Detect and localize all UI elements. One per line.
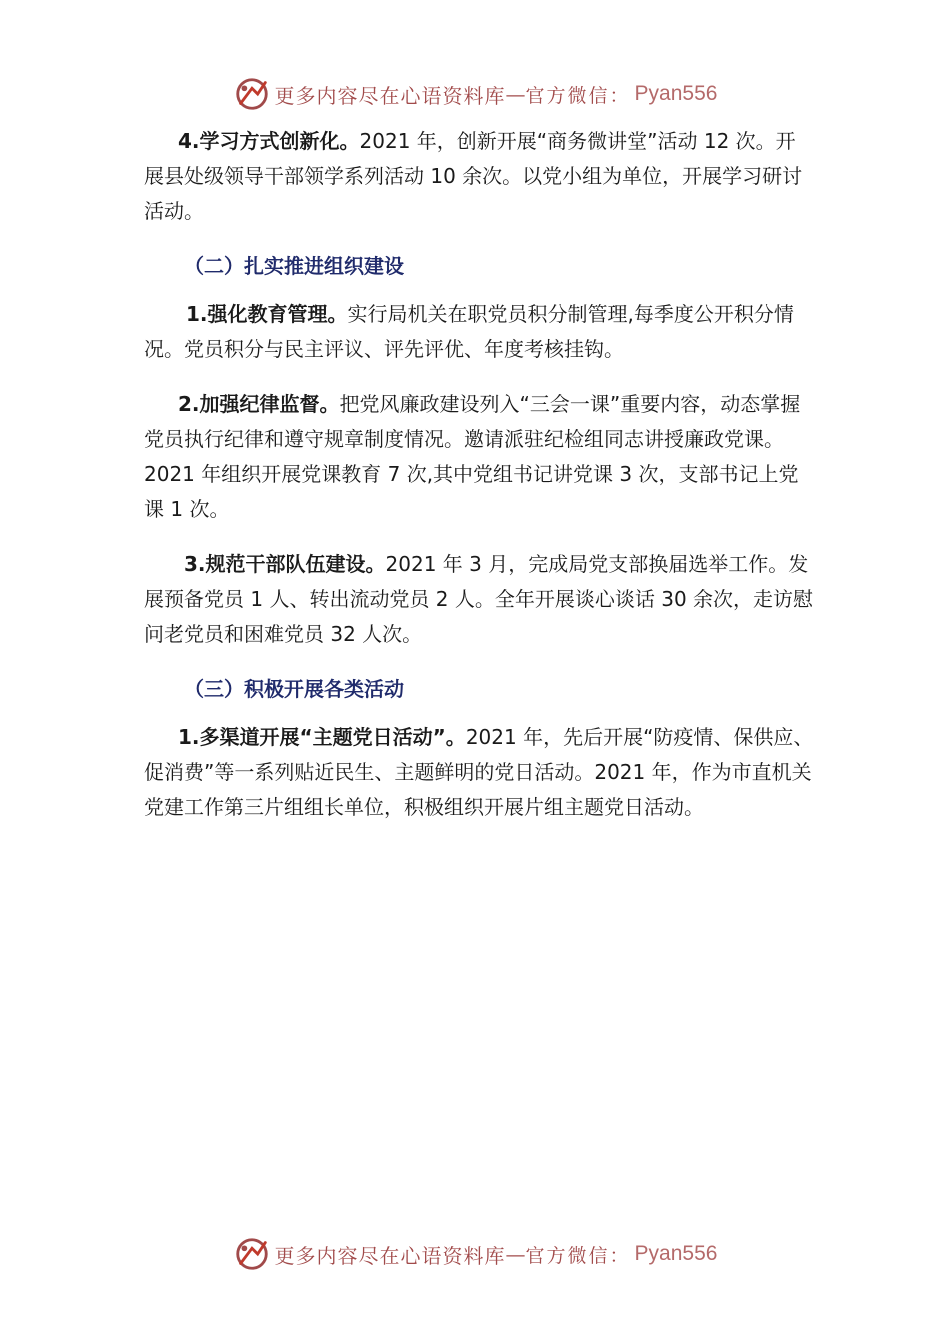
paragraph-team-building	[144, 547, 814, 652]
logo-icon	[233, 75, 271, 113]
banner-wechat-id: Pyan556	[634, 82, 718, 105]
paragraph-theme-day	[144, 720, 814, 825]
paragraph-lead: 4.学习方式创新化。	[178, 129, 360, 153]
paragraph-body: 实行局机关在职党员积分制管理,每季度公开积分情况。党员积分与民主评议、评先评优、年度考核挂钩。	[144, 302, 794, 361]
banner-wechat-id: Pyan556	[634, 1242, 718, 1265]
banner-separator: —	[505, 82, 526, 106]
paragraph-body: 2021 年，先后开展“防疫情、保供应、促消费”等一系列贴近民生、主题鲜明的党日活动。2021 年，作为市直机关党建工作第三片组组长单位，积极组织开展片组主题党日活动。	[144, 725, 814, 819]
paragraph-body: 把党风廉政建设列入“三会一课”重要内容，动态掌握党员执行纪律和遵守规章制度情况。邀请派驻纪检组同志讲授廉政党课。2021 年组织开展党课教育 7 次,其中党组书记讲党课 3 次，支部书记上党课 1 次。	[144, 392, 801, 521]
logo-icon	[233, 1235, 271, 1273]
banner-wechat-label: 官方微信：	[525, 84, 631, 107]
banner-text: 更多内容尽在心语资料库	[274, 83, 506, 108]
banner-wechat-label: 官方微信：	[525, 1244, 631, 1267]
banner-text: 更多内容尽在心语资料库	[274, 1243, 506, 1268]
paragraph-lead: 2.加强纪律监督。	[178, 392, 340, 416]
document-body	[144, 124, 814, 845]
paragraph-body: 2021 年 3 月，完成局党支部换届选举工作。发展预备党员 1 人、转出流动党员 2 人。全年开展谈心谈话 30 余次，走访慰问老党员和困难党员 32 人次。	[144, 552, 814, 646]
section-heading-organization: （二）扎实推进组织建设	[184, 254, 404, 278]
paragraph-study-innovation	[144, 124, 814, 229]
paragraph-education-management	[144, 297, 814, 367]
header-banner	[0, 72, 950, 116]
section-heading-activities: （三）积极开展各类活动	[184, 677, 404, 701]
banner-separator: —	[505, 1242, 526, 1266]
paragraph-body: 2021 年，创新开展“商务微讲堂”活动 12 次。开展县处级领导干部领学系列活动 10 余次。以党小组为单位，开展学习研讨活动。	[144, 129, 803, 223]
paragraph-discipline-supervision	[144, 387, 814, 527]
paragraph-lead: 1.强化教育管理。	[186, 302, 348, 326]
paragraph-lead: 3.规范干部队伍建设。	[184, 552, 386, 576]
footer-banner	[0, 1232, 950, 1276]
paragraph-lead: 1.多渠道开展“主题党日活动”。	[178, 725, 466, 749]
